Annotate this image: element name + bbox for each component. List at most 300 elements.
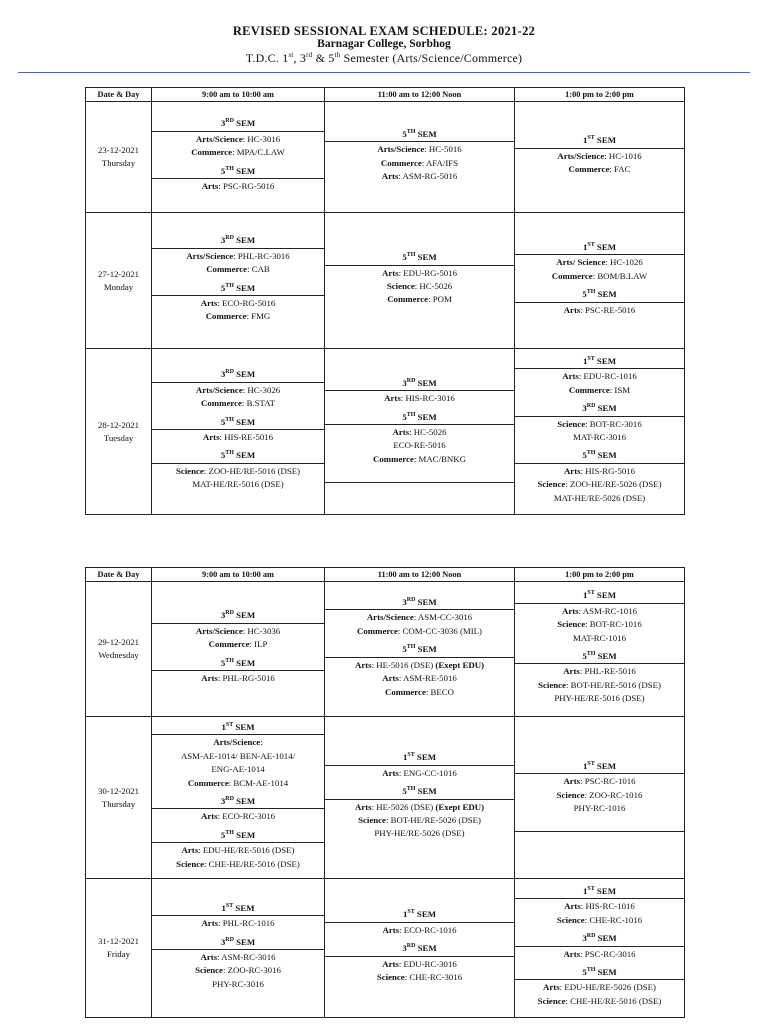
paper-line [152,750,324,763]
stream-label: Arts [200,297,218,308]
paper-code: : CHE-HE/RE-5016 (DSE) [204,858,300,869]
semester-block [152,234,324,276]
semester-word: SEM [415,786,437,797]
stream-label: Arts [563,666,580,677]
semester-number: 3 [220,235,226,246]
exam-date: 29-12-2021 [97,637,140,647]
paper-code: : AFA/IFS [421,157,459,168]
semester-number: 5 [582,651,587,661]
semester-block [152,657,324,686]
stream-label: Commerce [201,398,242,409]
paper-code: : HC-5016 [424,144,462,155]
stream-label: Arts [382,924,400,935]
paper-line [152,964,324,977]
stream-label: Arts [563,776,581,787]
paper-line [152,810,324,823]
semester-number: 1 [402,909,408,920]
stream-label: Arts/Science [195,384,243,395]
semester-ordinal: RD [225,235,234,242]
paper-line [152,625,324,638]
cell-rule [325,482,514,483]
paper-line [515,981,684,994]
stream-label: Arts [563,304,581,315]
subtitle-prefix: T.D.C. 1 [245,51,289,65]
semester-number: 1 [582,590,588,601]
semester-number: 1 [582,135,588,146]
exam-date: 30-12-2021 [97,785,140,796]
semester-heading [515,288,684,302]
stream-label: Arts/Science [557,150,605,161]
paper-code: ASM-AE-1014/ BEN-AE-1014/ [180,750,296,761]
semester-number: 5 [402,252,407,263]
paper-code: : PSC-RE-5016 [580,304,636,315]
paper-code: : EDU-RC-1016 [578,371,637,382]
semester-heading [325,751,514,765]
stream-label: Arts [181,845,199,856]
stream-label: Arts/Science [213,737,261,748]
paper-line [515,802,684,815]
paper-line [325,280,514,293]
semester-number: 5 [220,282,226,293]
paper-code: : ISM [609,384,631,395]
semester-ordinal: ST [587,135,595,142]
paper-code: : ASM-RG-5016 [398,170,458,181]
paper-line [152,384,324,397]
paper-line [515,914,684,927]
semester-word: SEM [233,235,256,246]
paper-line [325,157,514,170]
paper-line [152,431,324,444]
slot-cell-2 [325,213,515,349]
semester-ordinal: RD [225,118,234,125]
paper-code: : BOT-RC-3016 [585,418,642,429]
semester-heading [152,234,324,248]
paper-code: : HC-1016 [604,150,642,161]
paper-line [325,971,514,984]
paper-code: : ASM-RC-1016 [578,605,638,616]
paper-line [515,995,684,1008]
stream-label: Arts [381,267,399,278]
semester-heading [515,134,684,148]
paper-line [152,263,324,276]
semester-word: SEM [595,450,617,461]
paper-code: : FAC [609,164,631,175]
semester-number: 5 [402,411,407,422]
semester-block [152,829,324,871]
semester-heading [325,128,514,142]
slot-cell-3 [515,717,685,879]
semester-block [152,282,324,324]
stream-label: Science [556,914,585,925]
stream-label: Arts [382,673,399,684]
exam-date: 23-12-2021 [97,145,140,155]
paper-code: : ENG-CC-1016 [398,767,457,778]
semester-word: SEM [233,118,256,129]
semester-block [152,416,324,445]
exam-day: Thursday [101,158,136,168]
paper-line [325,659,514,672]
paper-line [325,767,514,780]
paper-code: : HC-3016 [242,133,281,144]
paper-code: : HC-5026 [409,427,447,437]
paper-code: : ZOO-RC-3016 [222,965,281,976]
semester-block [515,288,684,317]
semester-heading [515,402,684,416]
semester-block [152,609,324,651]
semester-ordinal: TH [225,282,234,289]
semester-ordinal: TH [406,786,416,793]
semester-word: SEM [414,909,436,920]
table-header-row [86,88,685,102]
exam-date: 28-12-2021 [97,419,140,430]
paper-code: : ASM-RE-5016 [398,673,457,684]
paper-line [515,384,684,397]
stream-label: Science [386,281,415,291]
semester-word: SEM [594,355,616,366]
semester-ordinal: RD [225,369,234,376]
paper-code: : ZOO-HE/RE-5026 (DSE) [565,479,662,490]
semester-heading [325,785,514,799]
paper-code: : ECO-RC-1016 [399,924,457,935]
semester-ordinal: TH [225,657,234,664]
col-header-slot-3: 1:00 pm to 2:00 pm [515,568,685,582]
paper-code: : BCM-AE-1014 [228,777,289,788]
semester-heading [152,795,324,809]
paper-line [515,465,684,478]
paper-line [515,665,684,678]
stream-label: Commerce [206,264,248,275]
stream-label: Arts [384,393,401,404]
paper-code: : ZOO-RC-1016 [584,789,643,800]
semester-heading [152,609,324,623]
semester-number: 5 [220,416,226,427]
semester-number: 1 [402,752,408,763]
semester-ordinal: RD [406,597,416,604]
paper-code: : ECO-RG-5016 [217,297,276,308]
semester-number: 3 [582,933,587,944]
table-header-row [86,568,685,582]
stream-label: Arts [202,432,220,442]
paper-code: : ASM-RC-3016 [217,952,276,962]
semester-heading [325,411,514,425]
semester-heading [515,355,684,369]
semester-word: SEM [415,252,437,263]
stream-label: Commerce [191,147,233,158]
date-cell [86,582,152,717]
schedule-table-2 [85,567,685,1018]
paper-line [152,478,324,491]
stream-label: Science [376,972,405,983]
exam-day: Wednesday [98,650,139,660]
paper-line [325,625,514,638]
subtitle-mid-1: , 3 [293,51,307,65]
slot-cell-2 [325,879,515,1018]
stream-label: Science [195,965,223,976]
stream-label: Science [538,679,566,690]
semester-word: SEM [415,943,437,954]
stream-label: Science [556,789,585,800]
semester-block [152,165,324,194]
paper-line [152,763,324,776]
slot-cell-3 [515,349,685,515]
paper-line [325,267,514,280]
paper-line [325,293,514,306]
semester-word: SEM [415,597,437,608]
paper-line [515,605,684,618]
slot-cell-2 [325,582,515,717]
paper-code: : PHL-RC-3016 [233,250,290,261]
paper-code: : BOT-HE/RE-5016 (DSE) [565,679,661,690]
semester-word: SEM [415,644,437,655]
paper-code: PHY-RC-3016 [212,978,264,989]
stream-label: Science [175,465,204,476]
semester-number: 5 [220,829,226,840]
semester-number: 3 [220,369,226,380]
semester-number: 3 [220,936,226,947]
paper-line [515,270,684,283]
paper-line [152,917,324,930]
semester-number: 3 [582,403,587,414]
semester-heading [152,282,324,296]
semester-number: 5 [402,128,407,139]
semester-block [515,650,684,706]
paper-line [325,426,514,439]
paper-line [515,789,684,802]
paper-line [152,858,324,871]
paper-line [152,397,324,410]
stream-label: Arts [564,901,581,912]
date-cell [86,717,152,879]
slot-cell-2 [325,102,515,213]
semester-ordinal: RD [586,933,596,940]
paper-code: : BOT-RC-1016 [585,619,642,630]
paper-code: : EDU-HE/RE-5026 (DSE) [559,982,656,993]
paper-code: : CHE-RC-1016 [584,914,643,925]
semester-block [152,721,324,790]
stream-label: Commerce [208,639,250,650]
semester-heading [325,643,514,657]
paper-code: : HC-1026 [605,257,643,268]
semester-heading [325,377,514,391]
document-title: REVISED SESSIONAL EXAM SCHEDULE: 2021-22 [232,24,536,38]
semester-ordinal: RD [225,610,234,617]
semester-heading [515,932,684,946]
slot-cell-2 [325,349,515,515]
exam-day: Monday [103,281,134,292]
date-cell [86,213,152,349]
paper-line [515,632,684,645]
schedule-row [86,102,685,213]
schedule-row [86,213,685,349]
paper-line [515,418,684,431]
semester-ordinal: ST [587,590,595,597]
semester-word: SEM [595,651,617,661]
stream-label: Science [557,619,586,630]
exam-date: 31-12-2021 [97,936,140,946]
semester-heading [515,760,684,774]
col-header-date: Date & Day [86,88,152,102]
semester-word: SEM [414,752,436,763]
semester-number: 1 [221,721,226,732]
paper-code: : ILP [249,639,268,650]
semester-ordinal: TH [586,289,596,296]
slot-cell-2 [325,717,515,879]
semester-block [325,785,514,841]
paper-code: : CAB [247,264,270,275]
semester-word: SEM [595,933,617,944]
semester-ordinal: TH [586,966,596,973]
paper-code: : PSC-RC-3016 [580,948,636,959]
semester-word: SEM [595,966,617,977]
stream-label: Commerce [568,384,610,395]
slot-cell-1 [152,717,325,879]
semester-heading [152,117,324,131]
semester-word: SEM [233,829,256,840]
slot-cell-1 [152,582,325,717]
semester-ordinal: RD [225,936,234,943]
semester-ordinal: ST [587,760,595,767]
slot-cell-1 [152,349,325,515]
semester-block [152,902,324,931]
semester-number: 5 [402,644,407,655]
semester-heading [515,885,684,899]
paper-line [325,672,514,685]
semester-block [515,134,684,176]
semester-number: 5 [220,450,226,461]
paper-line [325,392,514,405]
paper-line [325,686,514,699]
slot-cell-3 [515,582,685,717]
semester-heading [325,251,514,265]
semester-block [325,128,514,184]
semester-heading [515,966,684,980]
paper-line [515,370,684,383]
semester-word: SEM [233,657,256,668]
paper-line [325,801,514,814]
paper-code: ENG-AE-1014 [211,764,265,775]
col-header-slot-1: 9:00 am to 10:00 am [152,568,325,582]
semester-block [325,596,514,638]
stream-label: Arts [201,673,218,684]
paper-code: : BOM/B.LAW [592,270,648,281]
semester-number: 3 [402,943,407,954]
stream-label: Arts [562,371,579,382]
paper-line [152,310,324,323]
semester-heading [325,596,514,610]
paper-code: : HC-5026 [414,281,453,291]
paper-code: : HIS-RC-1016 [580,901,635,912]
semester-number: 1 [582,760,588,771]
semester-heading [515,241,684,255]
slot-cell-3 [515,879,685,1018]
paper-code: : PHL-RG-5016 [217,673,275,684]
paper-line [152,180,324,193]
paper-code: : ECO-RC-3016 [217,811,276,822]
paper-line [515,256,684,269]
semester-ordinal: TH [225,416,234,423]
exam-date: 27-12-2021 [97,268,140,279]
col-header-date: Date & Day [86,568,152,582]
semester-number: 5 [582,289,587,300]
schedule-table-1 [85,87,685,515]
exam-day: Tuesday [103,432,134,443]
paper-code: : FMG [246,311,271,322]
semester-word: SEM [233,165,256,176]
paper-code: PHY-RC-1016 [573,802,626,813]
paper-code: : EDU-RC-3016 [398,958,457,969]
paper-code: : HIS-RE-5016 [219,432,274,442]
paper-code: : PSC-RG-5016 [218,181,275,192]
paper-note: (Exept EDU) [435,659,485,670]
semester-word: SEM [595,403,617,414]
paper-code: PHY-HE/RE-5016 (DSE) [554,693,645,704]
paper-line [515,492,684,505]
semester-block [515,932,684,961]
semester-heading [152,368,324,382]
paper-line [325,611,514,624]
paper-code: PHY-HE/RE-5026 (DSE) [374,828,465,839]
semester-word: SEM [233,416,256,427]
paper-code: : B.STAT [241,398,275,409]
paper-code: : HE-5016 (DSE) [371,659,436,670]
semester-block [325,251,514,307]
stream-label: Arts [382,767,399,778]
paper-code: MAT-RC-1016 [573,632,626,643]
semester-block [152,936,324,992]
paper-line [152,777,324,790]
semester-word: SEM [233,450,256,461]
slot-cell-1 [152,213,325,349]
semester-ordinal: RD [406,943,416,950]
paper-code: : ZOO-HE/RE-5016 (DSE) [203,465,301,476]
semester-ordinal: TH [406,128,416,135]
semester-block [325,411,514,484]
semester-number: 5 [220,657,226,668]
semester-block [515,589,684,645]
paper-line [515,900,684,913]
semester-block [152,795,324,824]
semester-word: SEM [594,885,616,896]
date-cell [86,879,152,1018]
semester-ordinal: TH [586,450,596,457]
paper-line [325,439,514,452]
stream-label: Arts [382,958,399,969]
semester-block [325,643,514,699]
semester-block [325,908,514,937]
date-cell [86,102,152,213]
exam-day: Friday [107,949,130,959]
stream-label: Arts/Science [366,612,414,623]
subtitle-sup-1: st [288,51,294,59]
paper-line [515,948,684,961]
semester-ordinal: TH [406,252,416,259]
stream-label: Arts/Science [195,133,243,144]
semester-block [152,117,324,159]
semester-number: 1 [582,885,588,896]
semester-number: 3 [220,610,226,621]
paper-code: : HIS-RG-5016 [580,465,636,476]
paper-code: MAT-RC-3016 [573,432,626,442]
stream-label: Arts [201,918,219,929]
semester-heading [152,936,324,950]
stream-label: Arts [561,605,579,616]
schedule-row [86,879,685,1018]
college-name: Barnagar College, Sorbhog [317,38,451,50]
paper-code: ECO-RE-5016 [393,440,446,451]
stream-label: Arts [354,659,372,670]
semester-ordinal: TH [406,644,416,651]
schedule-row [86,717,685,879]
